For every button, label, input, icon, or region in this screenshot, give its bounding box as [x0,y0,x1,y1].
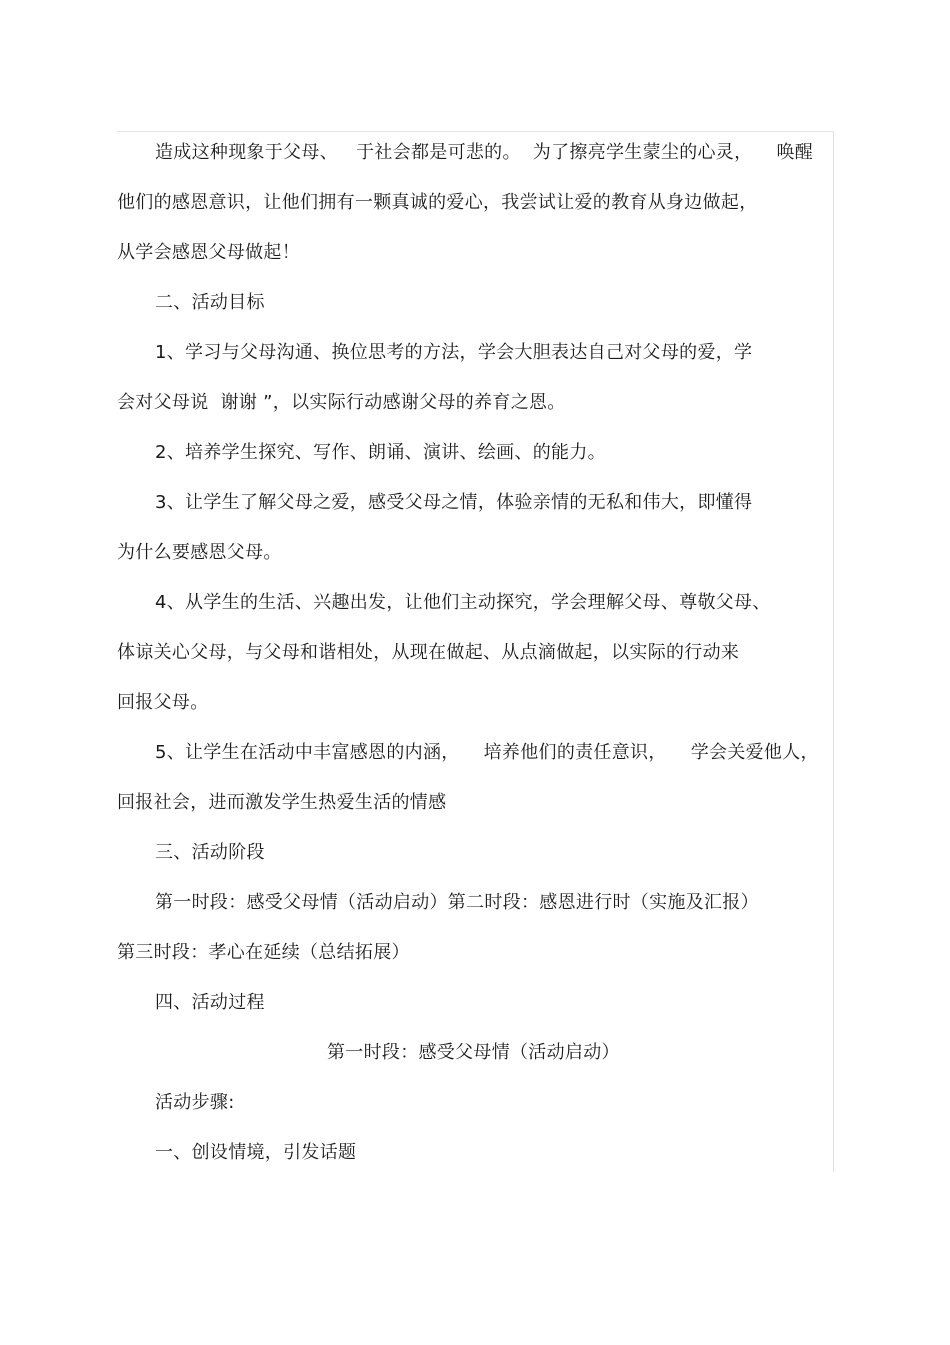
section-heading: 三、活动阶段 [155,842,265,863]
top-divider [117,131,833,132]
list-item-line: 5、让学生在活动中丰富感恩的内涵， 培养他们的责任意识， 学会关爱他人， [155,742,819,763]
list-item-line: 1、学习与父母沟通、换位思考的方法，学会大胆表达自己对父母的爱，学 [155,342,753,363]
paragraph-line: 一、创设情境，引发话题 [155,1142,357,1163]
list-item-line: 体谅关心父母，与父母和谐相处，从现在做起、从点滴做起，以实际的行动来 [117,642,740,663]
section-heading: 二、活动目标 [155,292,265,313]
list-item-line: 4、从学生的生活、兴趣出发，让他们主动探究，学会理解父母、尊敬父母、 [155,592,771,613]
paragraph-line: 造成这种现象于父母、 于社会都是可悲的。 为了擦亮学生蒙尘的心灵， 唤醒 [155,142,814,163]
paragraph-line: 第三时段：孝心在延续（总结拓展） [117,942,410,963]
list-item-line: 回报社会，进而激发学生热爱生活的情感 [117,792,447,813]
paragraph-line: 从学会感恩父母做起！ [117,242,300,263]
centered-subheading: 第一时段：感受父母情（活动启动） [327,1042,620,1063]
list-item-line: 回报父母。 [117,692,209,713]
section-heading: 四、活动过程 [155,992,265,1013]
list-item-line: 2、培养学生探究、写作、朗诵、演讲、绘画、的能力。 [155,442,606,463]
right-margin-line [833,131,834,1172]
list-item-line: 3、让学生了解父母之爱，感受父母之情，体验亲情的无私和伟大，即懂得 [155,492,753,513]
list-item-line: 会对父母说 谢谢 ”，以实际行动感谢父母的养育之恩。 [117,392,566,413]
list-item-line: 为什么要感恩父母。 [117,542,282,563]
paragraph-line: 第一时段：感受父母情（活动启动）第二时段：感恩进行时（实施及汇报） [155,892,759,913]
paragraph-line: 活动步骤: [155,1092,235,1113]
paragraph-line: 他们的感恩意识，让他们拥有一颗真诚的爱心，我尝试让爱的教育从身边做起， [117,192,758,213]
